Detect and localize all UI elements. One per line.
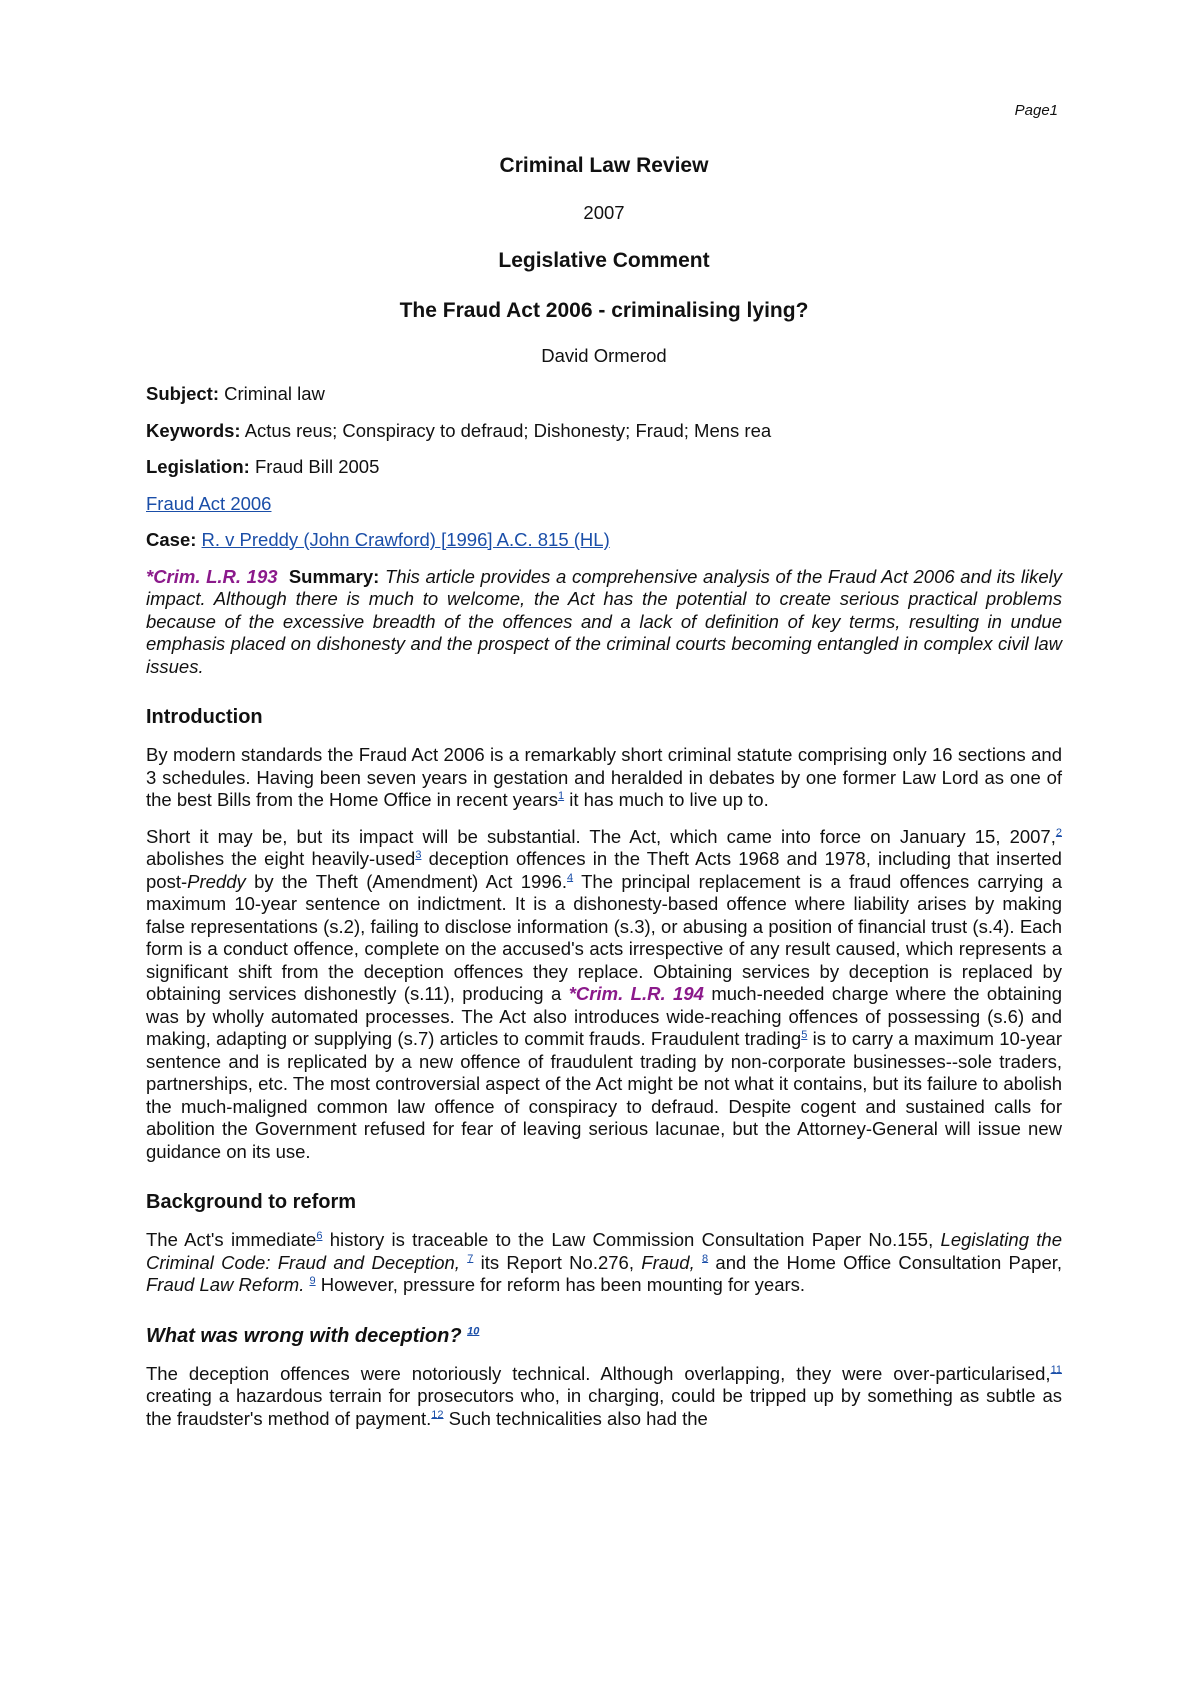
legislation-line: [146, 456, 1062, 479]
case-line: [146, 529, 1062, 552]
author-name: David Ormerod: [541, 344, 667, 366]
deception-heading: [146, 1323, 1062, 1349]
introduction-heading: Introduction: [146, 706, 263, 728]
text-run: However, pressure for reform has been mounting for years.: [315, 1274, 806, 1295]
footnote-9-link[interactable]: 9: [309, 1274, 316, 1287]
text-run: history is traceable to the Law Commission Consultation Paper No.155,: [322, 1229, 941, 1250]
footnote-2-link[interactable]: 2: [1055, 826, 1062, 839]
legislation-label: Legislation:: [146, 456, 250, 477]
subject-line: [146, 383, 1062, 406]
article-body: [146, 152, 1062, 1430]
preddy-italic: Preddy: [187, 870, 246, 892]
crim-ref-193: *Crim. L.R. 193: [146, 565, 278, 587]
footnote-12-link[interactable]: 12: [431, 1408, 444, 1421]
background-paragraph: [146, 1229, 1062, 1297]
text-run: The principal replacement is a fraud offences carrying a maximum 10-year sentence on indictment. It is a dishonesty-based offence where liability arises by making false representations (s.2), failing to disclose information (s.3), or abusing a position of financial trust (s.4). Each form is a conduct offence, complete on the accused's acts irrespective of any result caused, which represents a significant shift from the deception offences they replace. Obtaining services by deception is replaced by obtaining services dishonestly (s.11), producing a: [146, 870, 1062, 1004]
case-label: Case:: [146, 529, 197, 550]
summary-label: Summary:: [288, 565, 380, 587]
intro-paragraph-2: [146, 826, 1062, 1164]
text-run: and the Home Office Consultation Paper,: [708, 1251, 1063, 1273]
text-run: it has much to live up to.: [564, 789, 769, 810]
deception-paragraph: [146, 1363, 1062, 1431]
legislation-link-line: [146, 493, 1062, 516]
text-run: The Act's immediate: [146, 1229, 317, 1250]
footnote-11-link[interactable]: 11: [1050, 1363, 1062, 1376]
footnote-7-link[interactable]: 7: [467, 1252, 474, 1265]
footnote-10-link[interactable]: 10: [467, 1324, 480, 1337]
text-run: abolishes the eight heavily-used: [146, 848, 416, 869]
footnote-6-link[interactable]: 6: [316, 1229, 323, 1242]
italic-title: Fraud,: [641, 1251, 695, 1273]
text-run: is to carry a maximum 10-year sentence and is replicated by a new offence of fraudulent trading by non-corporate businesses--sole traders, partnerships, etc. The most controversial aspect of the Act might be not what it contains, but its failure to abolish the much-maligned common law offence of conspiracy to defraud. Despite cogent and sustained calls for abolition the Government refused for fear of leaving serious lacunae, but the Attorney-General will issue new guidance on its use.: [146, 1028, 1062, 1162]
crim-ref-194: *Crim. L.R. 194: [568, 983, 704, 1004]
text-run: creating a hazardous terrain for prosecutors who, in charging, could be tripped up by something as subtle as the fraudster's method of payment.: [146, 1385, 1062, 1429]
background-heading: Background to reform: [146, 1191, 357, 1213]
footnote-5-link[interactable]: 5: [801, 1028, 808, 1041]
intro-paragraph-1: [146, 744, 1062, 812]
footnote-4-link[interactable]: 4: [567, 871, 574, 884]
text-run: The deception offences were notoriously technical. Although overlapping, they were over-particularised,: [146, 1362, 1051, 1384]
subject-value: Criminal law: [224, 383, 325, 404]
italic-title: Legislating the Criminal Code: Fraud and Deception,: [146, 1229, 1062, 1273]
article-title: The Fraud Act 2006 - criminalising lying?: [399, 298, 809, 322]
keywords-label: Keywords:: [146, 419, 241, 441]
footnote-8-link[interactable]: 8: [702, 1252, 709, 1265]
text-run: Such technicalities also had the: [443, 1407, 708, 1429]
footnote-3-link[interactable]: 3: [415, 848, 422, 861]
text-run: by the Theft (Amendment) Act 1996.: [245, 870, 567, 892]
keywords-value: Actus reus; Conspiracy to defraud; Dishonesty; Fraud; Mens rea: [244, 419, 772, 441]
case-link[interactable]: R. v Preddy (John Crawford) [1996] A.C. 815 (HL): [201, 529, 610, 550]
summary-text: This article provides a comprehensive analysis of the Fraud Act 2006 and its likely impact. Although there is much to welcome, the Act has the potential to create serious practical problems because of the excessive breadth of the offences and a lack of definition of key terms, resulting in undue emphasis placed on dishonesty and the prospect of the criminal courts becoming entangled in complex civil law issues.: [146, 565, 1063, 677]
legislation-value: Fraud Bill 2005: [254, 456, 380, 477]
footnote-1-link[interactable]: 1: [557, 789, 565, 802]
section-label: Legislative Comment: [498, 248, 710, 272]
text-run: much-needed charge where the obtaining was by wholly automated processes. The Act also introduces wide-reaching offences of possessing (s.6) and making, adapting or supplying (s.7) articles to commit frauds. Fraudulent trading: [146, 983, 1062, 1049]
publication-year: 2007: [583, 202, 625, 223]
page-number: Page1: [1014, 102, 1058, 119]
text-run: its Report No.276,: [473, 1251, 642, 1273]
italic-title: Fraud Law Reform.: [146, 1274, 305, 1295]
subject-label: Subject:: [146, 383, 219, 404]
heading-text: What was wrong with deception?: [146, 1324, 462, 1347]
summary-paragraph: [146, 566, 1062, 679]
keywords-line: [146, 420, 1062, 443]
fraud-act-link[interactable]: Fraud Act 2006: [146, 492, 272, 514]
text-run: Short it may be, but its impact will be substantial. The Act, which came into force on January 15, 2007,: [146, 825, 1056, 847]
text-run: By modern standards the Fraud Act 2006 is a remarkably short criminal statute comprising only 16 sections and 3 schedules. Having been seven years in gestation and heralded in debates by one former Law Lord as one of the best Bills from the Home Office in recent years: [146, 744, 1062, 810]
text-run: deception offences in the Theft Acts 1968 and 1978, including that inserted post-: [146, 848, 1062, 892]
journal-title: Criminal Law Review: [499, 154, 709, 177]
